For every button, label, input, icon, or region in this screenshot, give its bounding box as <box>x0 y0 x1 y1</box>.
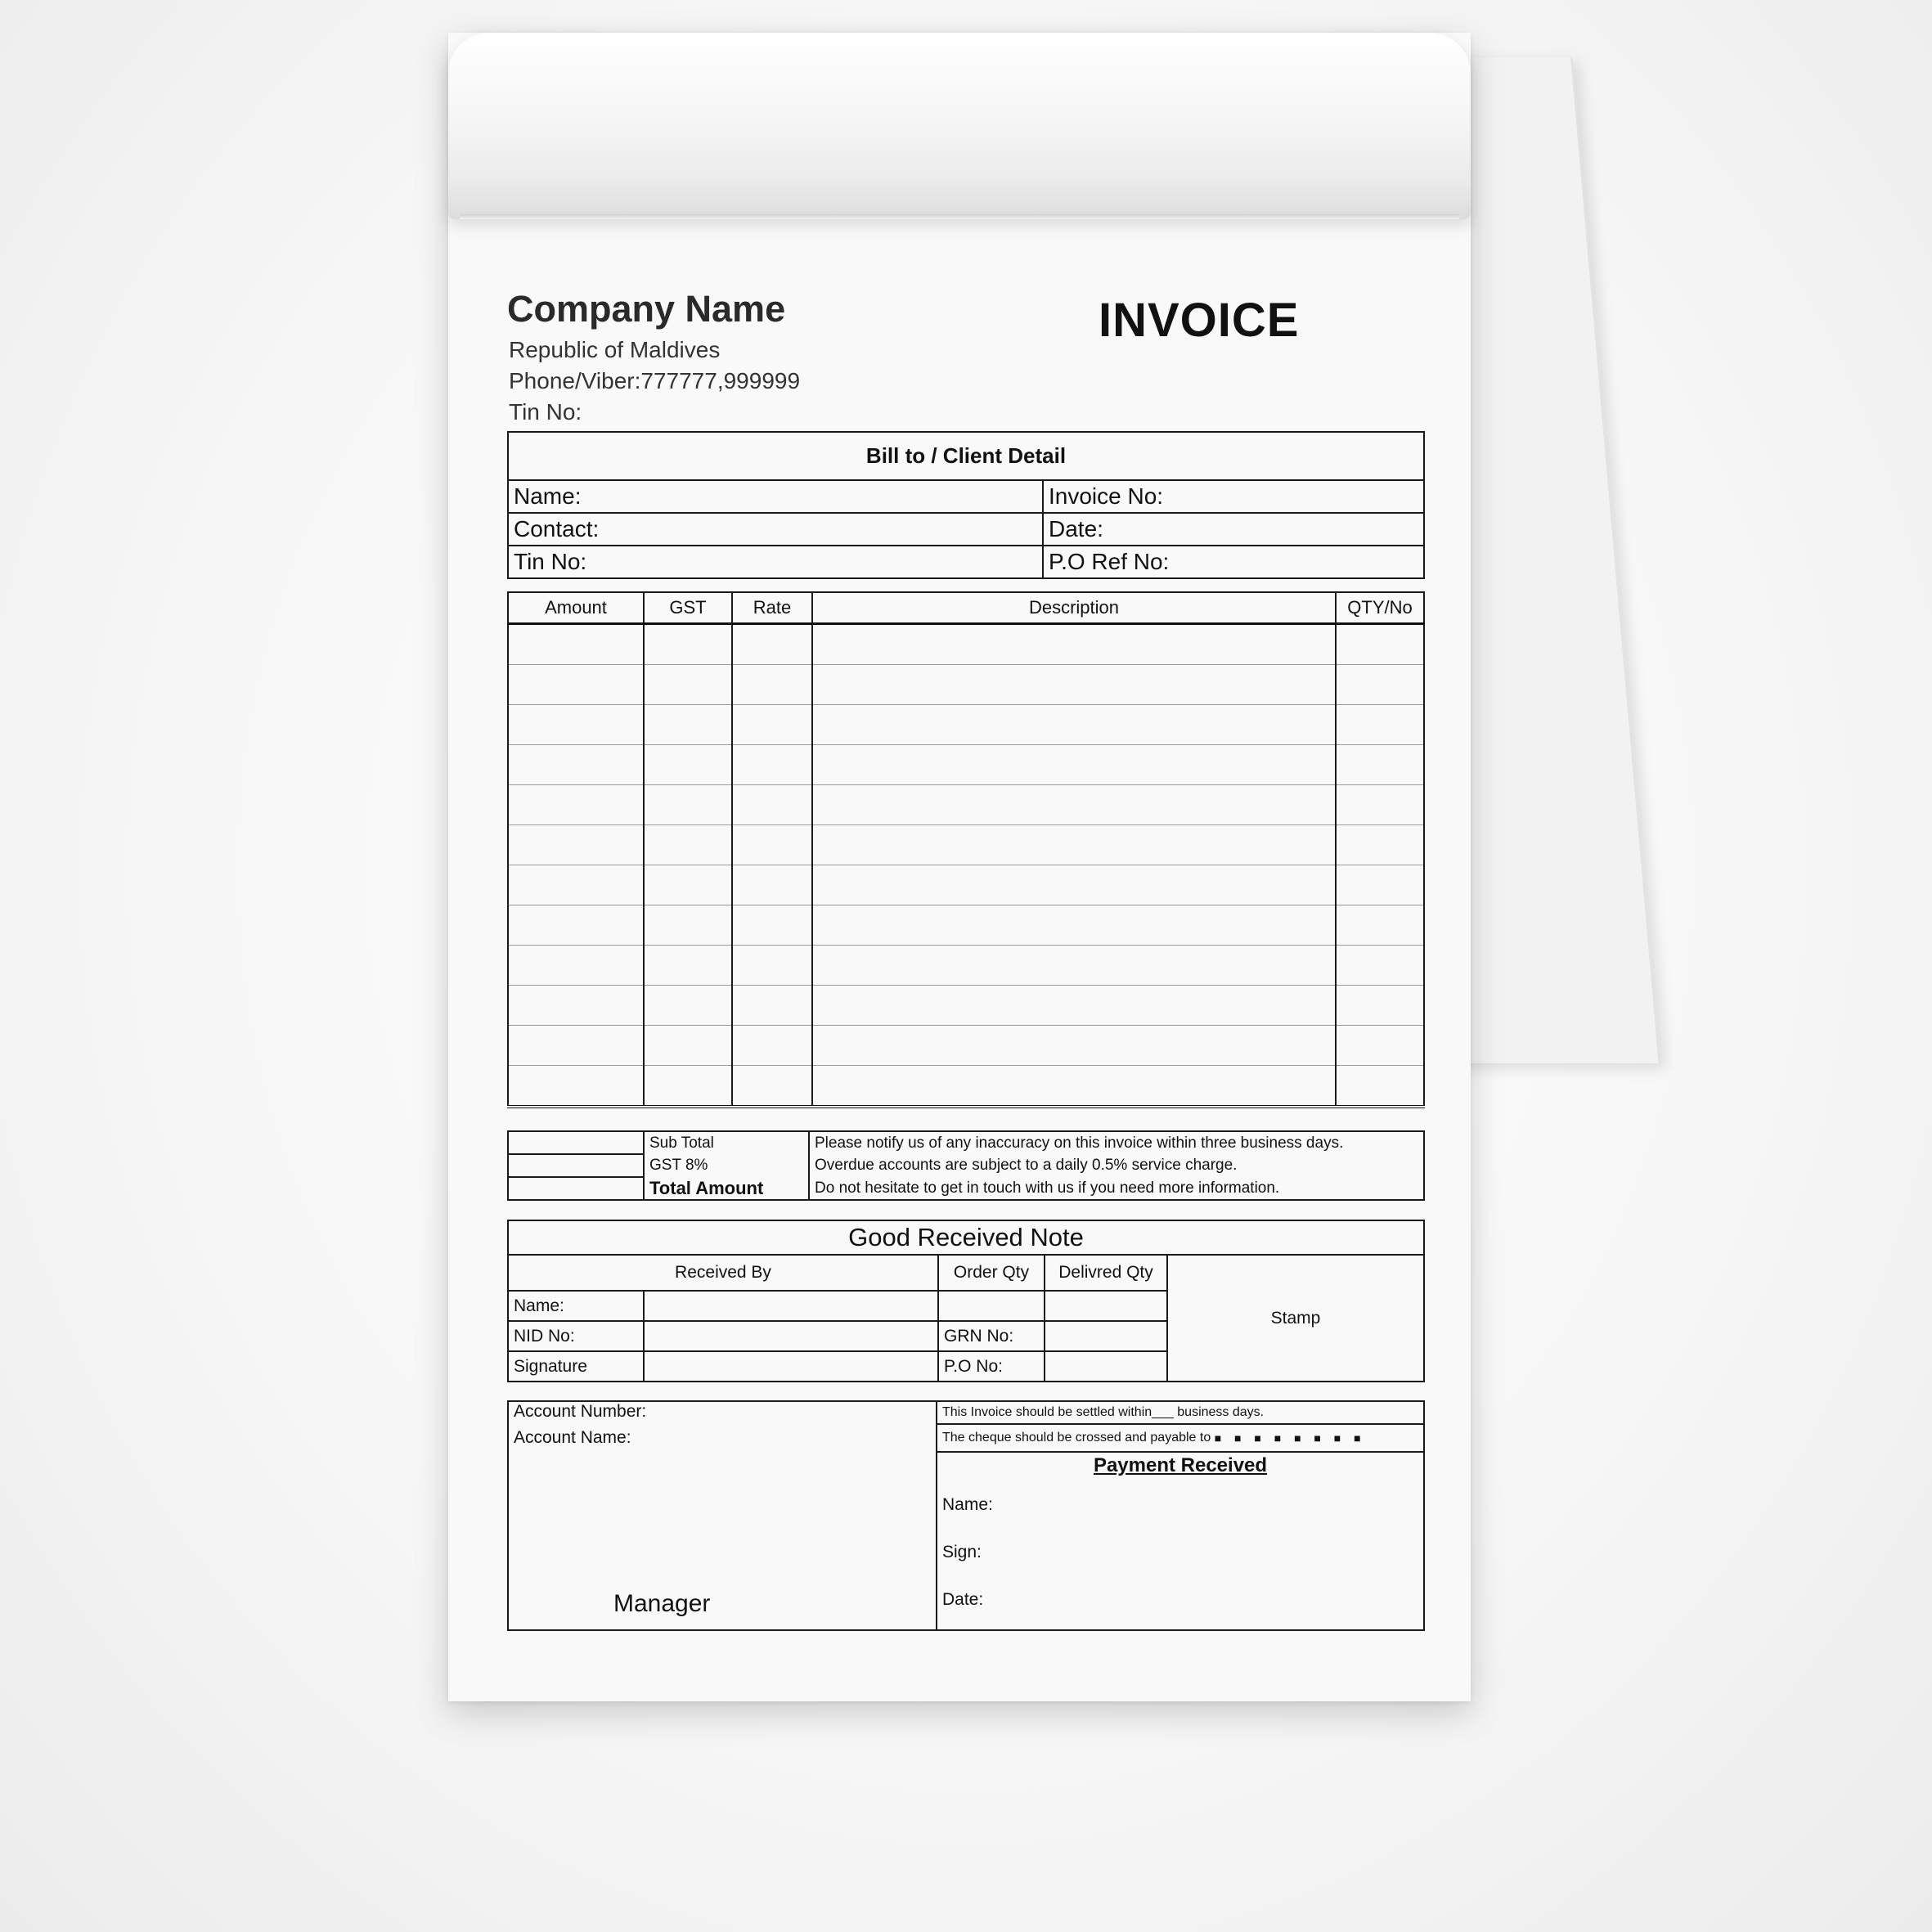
rate-cell[interactable] <box>732 1026 812 1066</box>
rate-cell[interactable] <box>732 745 812 785</box>
table-row <box>508 946 1424 986</box>
rate-cell[interactable] <box>732 1066 812 1108</box>
payment-received-title: Payment Received <box>1093 1454 1268 1476</box>
invoice-title: INVOICE <box>1099 294 1300 347</box>
rate-cell[interactable] <box>732 624 812 665</box>
qty-cell[interactable] <box>1336 665 1424 705</box>
rate-cell[interactable] <box>732 665 812 705</box>
company-phone: Phone/Viber:777777,999999 <box>509 368 801 393</box>
amount-cell[interactable] <box>508 785 644 825</box>
column-header-rate: Rate <box>732 592 812 624</box>
company-country: Republic of Maldives <box>509 337 721 362</box>
description-cell[interactable] <box>812 946 1336 986</box>
description-cell[interactable] <box>812 905 1336 946</box>
client-name-field[interactable]: Name: <box>508 480 1043 513</box>
total-label: Total Amount <box>644 1177 809 1200</box>
good-received-note-table <box>507 1220 1425 1382</box>
amount-cell[interactable] <box>508 1026 644 1066</box>
note-overdue: Overdue accounts are subject to a daily 0.5% service charge. <box>809 1154 1424 1177</box>
table-row <box>508 986 1424 1026</box>
grn-title: Good Received Note <box>508 1220 1424 1255</box>
gst-cell[interactable] <box>644 946 732 986</box>
amount-cell[interactable] <box>508 905 644 946</box>
order-qty-header: Order Qty <box>938 1255 1045 1291</box>
qty-cell[interactable] <box>1336 785 1424 825</box>
grn-signature-label: Signature <box>508 1351 644 1382</box>
note-contact: Do not hesitate to get in touch with us if you need more information. <box>809 1177 1424 1200</box>
gst-cell[interactable] <box>644 624 732 665</box>
delivered-qty-header: Delivred Qty <box>1045 1255 1167 1291</box>
invoice-no-field[interactable]: Invoice No: <box>1043 480 1424 513</box>
description-cell[interactable] <box>812 665 1336 705</box>
gst-cell[interactable] <box>644 745 732 785</box>
account-number-label: Account Number: <box>514 1402 647 1421</box>
description-cell[interactable] <box>812 745 1336 785</box>
grn-nid-field[interactable] <box>644 1321 938 1351</box>
gst-label: GST 8% <box>644 1154 809 1177</box>
line-items-table <box>507 591 1425 1108</box>
totals-table <box>507 1130 1425 1201</box>
payment-received-box <box>937 1452 1424 1630</box>
received-by-header: Received By <box>508 1255 938 1291</box>
bill-to-title: Bill to / Client Detail <box>508 432 1424 480</box>
qty-cell[interactable] <box>1336 624 1424 665</box>
gst-value[interactable] <box>508 1154 644 1177</box>
table-row <box>508 785 1424 825</box>
po-no-field[interactable] <box>1045 1351 1167 1382</box>
table-row <box>508 825 1424 865</box>
order-qty-field[interactable] <box>938 1291 1045 1321</box>
cheque-note-row <box>937 1424 1424 1452</box>
table-row <box>508 665 1424 705</box>
amount-cell[interactable] <box>508 1066 644 1108</box>
rate-cell[interactable] <box>732 905 812 946</box>
description-cell[interactable] <box>812 825 1336 865</box>
cheque-note: The cheque should be crossed and payable to <box>942 1431 1211 1445</box>
note-accuracy: Please notify us of any inaccuracy on this invoice within three business days. <box>809 1131 1424 1154</box>
qty-cell[interactable] <box>1336 865 1424 905</box>
qty-cell[interactable] <box>1336 825 1424 865</box>
rate-cell[interactable] <box>732 865 812 905</box>
grn-nid-label: NID No: <box>508 1321 644 1351</box>
description-cell[interactable] <box>812 1066 1336 1108</box>
qty-cell[interactable] <box>1336 1026 1424 1066</box>
table-row <box>508 624 1424 665</box>
amount-cell[interactable] <box>508 946 644 986</box>
grn-name-label: Name: <box>508 1291 644 1321</box>
grn-signature-field[interactable] <box>644 1351 938 1382</box>
company-tin: Tin No: <box>509 399 582 425</box>
rate-cell[interactable] <box>732 705 812 745</box>
gst-cell[interactable] <box>644 905 732 946</box>
table-row <box>508 865 1424 905</box>
delivered-qty-field[interactable] <box>1045 1291 1167 1321</box>
column-header-description: Description <box>812 592 1336 624</box>
amount-cell[interactable] <box>508 665 644 705</box>
table-row <box>508 905 1424 946</box>
description-cell[interactable] <box>812 624 1336 665</box>
table-row <box>508 1066 1424 1108</box>
rate-cell[interactable] <box>732 986 812 1026</box>
total-value[interactable] <box>508 1177 644 1200</box>
account-details-box <box>508 1401 937 1630</box>
payment-sign-field[interactable]: Sign: <box>942 1543 982 1561</box>
description-cell[interactable] <box>812 785 1336 825</box>
table-row <box>508 705 1424 745</box>
cheque-payee-dots: ■ ■ ■ ■ ■ ■ ■ ■ <box>1214 1431 1366 1445</box>
rate-cell[interactable] <box>732 825 812 865</box>
qty-cell[interactable] <box>1336 986 1424 1026</box>
amount-cell[interactable] <box>508 825 644 865</box>
gst-cell[interactable] <box>644 785 732 825</box>
bill-to-table <box>507 431 1425 579</box>
gst-cell[interactable] <box>644 986 732 1026</box>
qty-cell[interactable] <box>1336 905 1424 946</box>
grn-no-label: GRN No: <box>938 1321 1045 1351</box>
client-tin-field[interactable]: Tin No: <box>508 546 1043 578</box>
gst-cell[interactable] <box>644 825 732 865</box>
po-no-label: P.O No: <box>938 1351 1045 1382</box>
amount-cell[interactable] <box>508 705 644 745</box>
client-contact-field[interactable]: Contact: <box>508 513 1043 546</box>
account-name-label: Account Name: <box>514 1428 631 1447</box>
payment-table <box>507 1400 1425 1631</box>
table-row <box>508 1026 1424 1066</box>
subtotal-value[interactable] <box>508 1131 644 1154</box>
gst-cell[interactable] <box>644 705 732 745</box>
qty-cell[interactable] <box>1336 745 1424 785</box>
description-cell[interactable] <box>812 865 1336 905</box>
pad-binding <box>448 33 1471 219</box>
subtotal-label: Sub Total <box>644 1131 809 1154</box>
invoice-date-field[interactable]: Date: <box>1043 513 1424 546</box>
qty-cell[interactable] <box>1336 946 1424 986</box>
company-name: Company Name <box>507 288 786 330</box>
amount-cell[interactable] <box>508 624 644 665</box>
qty-cell[interactable] <box>1336 705 1424 745</box>
rate-cell[interactable] <box>732 946 812 986</box>
payment-date-field[interactable]: Date: <box>942 1590 984 1609</box>
po-ref-field[interactable]: P.O Ref No: <box>1043 546 1424 578</box>
description-cell[interactable] <box>812 986 1336 1026</box>
description-cell[interactable] <box>812 705 1336 745</box>
gst-cell[interactable] <box>644 1066 732 1108</box>
amount-cell[interactable] <box>508 865 644 905</box>
column-header-qty: QTY/No <box>1336 592 1424 624</box>
payment-name-field[interactable]: Name: <box>942 1495 993 1514</box>
gst-cell[interactable] <box>644 665 732 705</box>
stamp-box: Stamp <box>1167 1255 1424 1382</box>
gst-cell[interactable] <box>644 1026 732 1066</box>
manager-label: Manager <box>613 1590 711 1617</box>
rate-cell[interactable] <box>732 785 812 825</box>
column-header-amount: Amount <box>508 592 644 624</box>
description-cell[interactable] <box>812 1026 1336 1066</box>
amount-cell[interactable] <box>508 986 644 1026</box>
grn-no-field[interactable] <box>1045 1321 1167 1351</box>
table-row <box>508 745 1424 785</box>
pad-binding-edge <box>460 214 1459 219</box>
amount-cell[interactable] <box>508 745 644 785</box>
gst-cell[interactable] <box>644 865 732 905</box>
column-header-gst: GST <box>644 592 732 624</box>
grn-name-field[interactable] <box>644 1291 938 1321</box>
qty-cell[interactable] <box>1336 1066 1424 1108</box>
settle-note: This Invoice should be settled within___ business days. <box>937 1401 1424 1424</box>
